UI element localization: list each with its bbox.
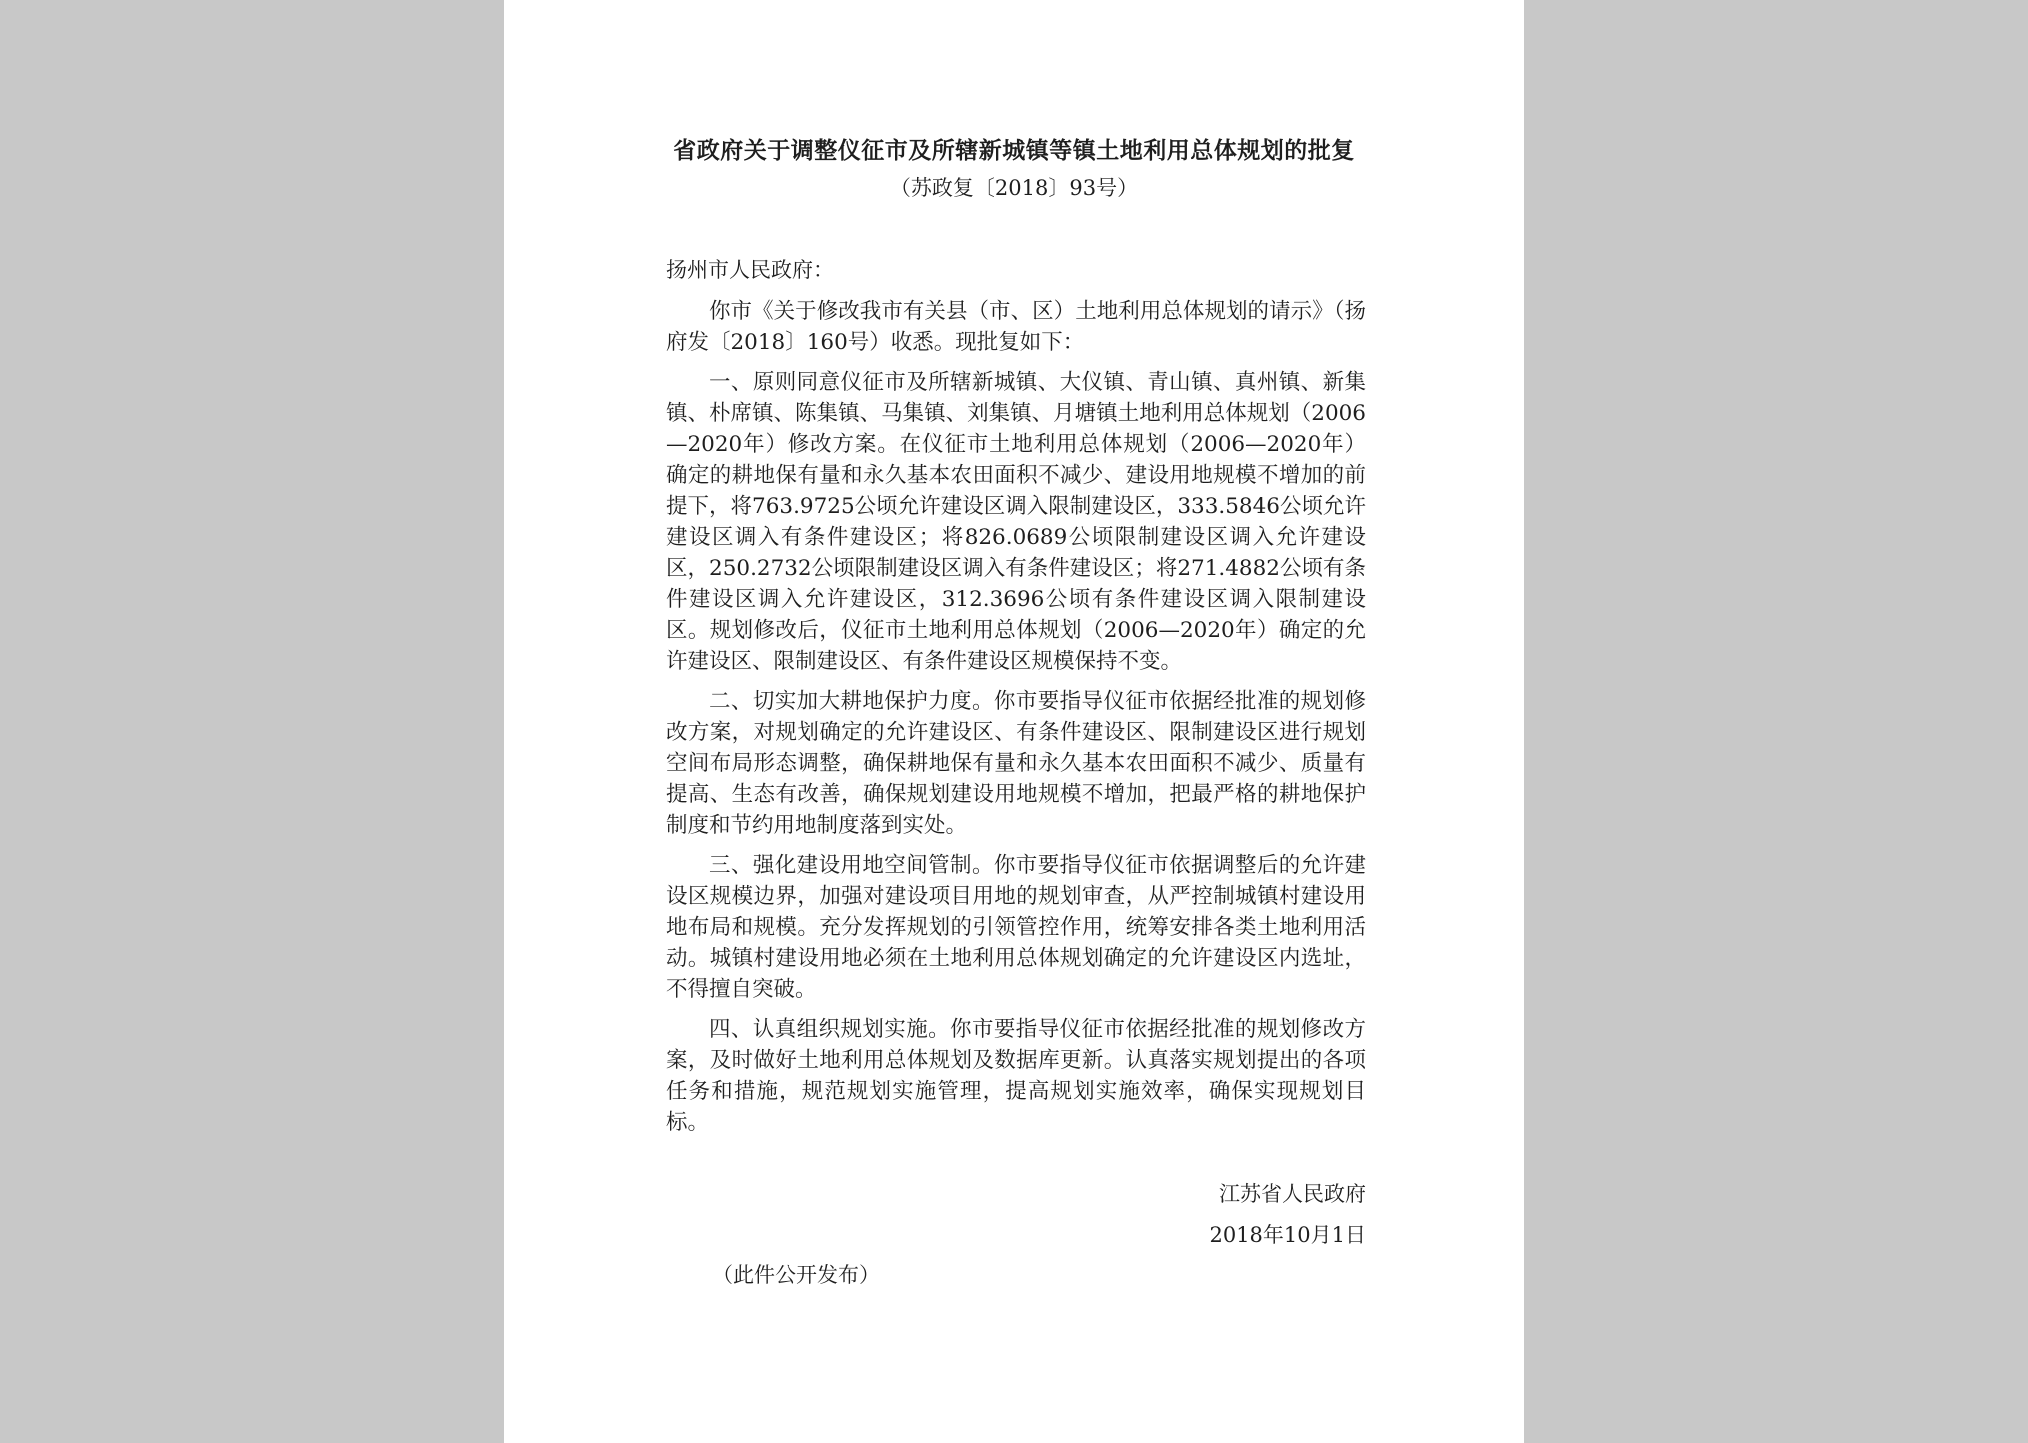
paragraph-item-3: 三、强化建设用地空间管制。你市要指导仪征市依据调整后的允许建设区规模边界，加强对建设项目用地的规划审查，从严控制城镇村建设用地布局和规模。充分发挥规划的引领管控作用，统筹安排各类土地利用活动。城镇村建设用地必须在土地利用总体规划确定的允许建设区内选址，不得擅自突破。 <box>666 853 1366 1002</box>
paragraph-item-4: 四、认真组织规划实施。你市要指导仪征市依据经批准的规划修改方案，及时做好土地利用总体规划及数据库更新。认真落实规划提出的各项任务和措施，规范规划实施管理，提高规划实施效率，确保实现规划目标。 <box>666 1017 1366 1135</box>
paragraph-intro: 你市《关于修改我市有关县（市、区）土地利用总体规划的请示》（扬府发〔2018〕160号）收悉。现批复如下： <box>666 299 1366 355</box>
document-body <box>666 296 1366 1147</box>
document-page <box>504 0 1524 1443</box>
salutation: 扬州市人民政府： <box>666 258 834 282</box>
document-title: 省政府关于调整仪征市及所辖新城镇等镇土地利用总体规划的批复 <box>673 137 1355 164</box>
paragraph-item-1: 一、原则同意仪征市及所辖新城镇、大仪镇、青山镇、真州镇、新集镇、朴席镇、陈集镇、马集镇、刘集镇、月塘镇土地利用总体规划（2006—2020年）修改方案。在仪征市土地利用总体规划（2006—2020年）确定的耕地保有量和永久基本农田面积不减少、建设用地规模不增加的前提下，将763.9725公顷允许建设区调入限制建设区，333.5846公顷允许建设区调入有条件建设区；将826.0689公顷限制建设区调入允许建设区，250.2732公顷限制建设区调入有条件建设区；将271.4882公顷有条件建设区调入允许建设区，312.3696公顷有条件建设区调入限制建设区。规划修改后，仪征市土地利用总体规划（2006—2020年）确定的允许建设区、限制建设区、有条件建设区规模保持不变。 <box>666 370 1366 674</box>
signature-organization: 江苏省人民政府 <box>1219 1182 1366 1206</box>
signature-date: 2018年10月1日 <box>1209 1223 1366 1247</box>
document-number: （苏政复〔2018〕93号） <box>889 176 1139 200</box>
publication-note: （此件公开发布） <box>712 1263 880 1287</box>
paragraph-item-2: 二、切实加大耕地保护力度。你市要指导仪征市依据经批准的规划修改方案，对规划确定的允许建设区、有条件建设区、限制建设区进行规划空间布局形态调整，确保耕地保有量和永久基本农田面积不减少、质量有提高、生态有改善，确保规划建设用地规模不增加，把最严格的耕地保护制度和节约用地制度落到实处。 <box>666 689 1366 838</box>
